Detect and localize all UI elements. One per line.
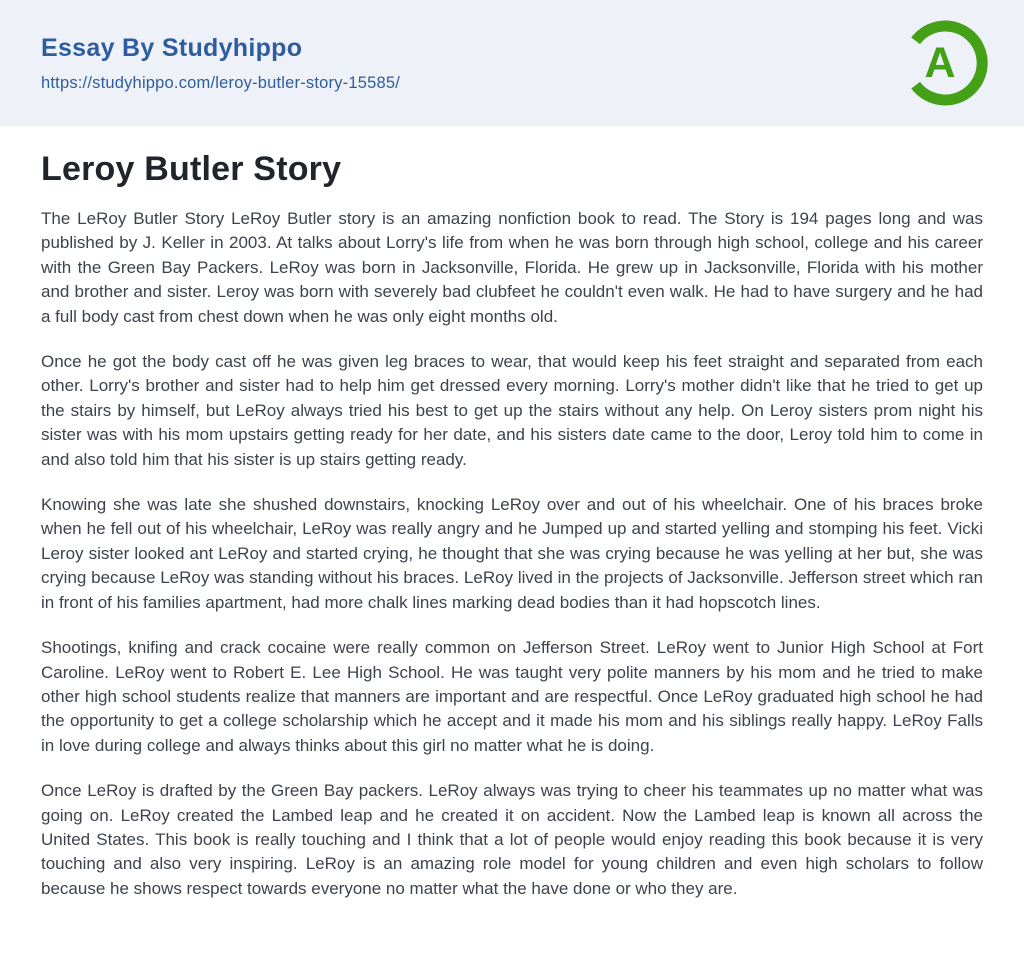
- header-text-block: [41, 34, 400, 93]
- essay-paragraph-1: The LeRoy Butler Story LeRoy Butler story is an amazing nonfiction book to read. The Story is 194 pages long and was published by J. Keller in 2003. At talks about Lorry's life from when he was born through high school, college and his career with the Green Bay Packers. LeRoy was born in Jacksonville, Florida. He grew up in Jacksonville, Florida with his mother and brother and sister. Leroy was born with severely bad clubfeet he couldn't even walk. He had to have surgery and he had a full body cast from chest down when he was only eight months old.: [41, 209, 983, 326]
- logo-arc-icon: [900, 17, 988, 109]
- site-title: Essay By Studyhippo: [41, 33, 303, 62]
- essay-url-link[interactable]: https://studyhippo.com/leroy-butler-story-15585/: [41, 73, 401, 92]
- essay-paragraph-2: Once he got the body cast off he was given leg braces to wear, that would keep his feet straight and separated from each other. Lorry's brother and sister had to help him get dressed every morning. Lorry's mother didn't like that he tried to get up the stairs by himself, but LeRoy always tried his best to get up the stairs without any help. On Leroy sisters prom night his sister was with his mom upstairs getting ready for her date, and his sisters date came to the door, Leroy told him to come in and also told him that his sister is up stairs getting ready.: [41, 352, 983, 469]
- page-header: [0, 0, 1024, 126]
- essay-title: Leroy Butler Story: [41, 150, 342, 188]
- logo-letter: A: [924, 39, 956, 87]
- essay-paragraph-3: Knowing she was late she shushed downstairs, knocking LeRoy over and out of his wheelchair. One of his braces broke when he fell out of his wheelchair, LeRoy was really angry and he Jumped up and started yelling and stomping his feet. Vicki Leroy sister looked ant LeRoy and started crying, he thought that she was crying because he was yelling at her but, she was crying because LeRoy was standing without his braces. LeRoy lived in the projects of Jacksonville. Jefferson street which ran in front of his families apartment, had more chalk lines marking dead bodies than it had hopscotch lines.: [41, 495, 983, 612]
- essay-paragraph-4: Shootings, knifing and crack cocaine were really common on Jefferson Street. LeRoy went to Junior High School at Fort Caroline. LeRoy went to Robert E. Lee High School. He was taught very polite manners by his mom and he tried to make other high school students realize that manners are important and are respectful. Once LeRoy graduated high school he had the opportunity to get a college scholarship which he accept and it made his mom and his siblings really happy. LeRoy Falls in love during college and always thinks about this girl no matter what he is doing.: [41, 638, 983, 755]
- essay-paragraph-5: Once LeRoy is drafted by the Green Bay packers. LeRoy always was trying to cheer his teammates up no matter what was going on. LeRoy created the Lambed leap and he created it on accident. Now the Lambed leap is known all across the United States. This book is really touching and I think that a lot of people would enjoy reading this book because it is very touching and also very inspiring. LeRoy is an amazing role model for young children and even high scholars to follow because he shows respect towards everyone no matter what the have done or who they are.: [41, 781, 983, 898]
- essay-content: [0, 150, 1024, 901]
- studyhippo-logo: [900, 17, 988, 109]
